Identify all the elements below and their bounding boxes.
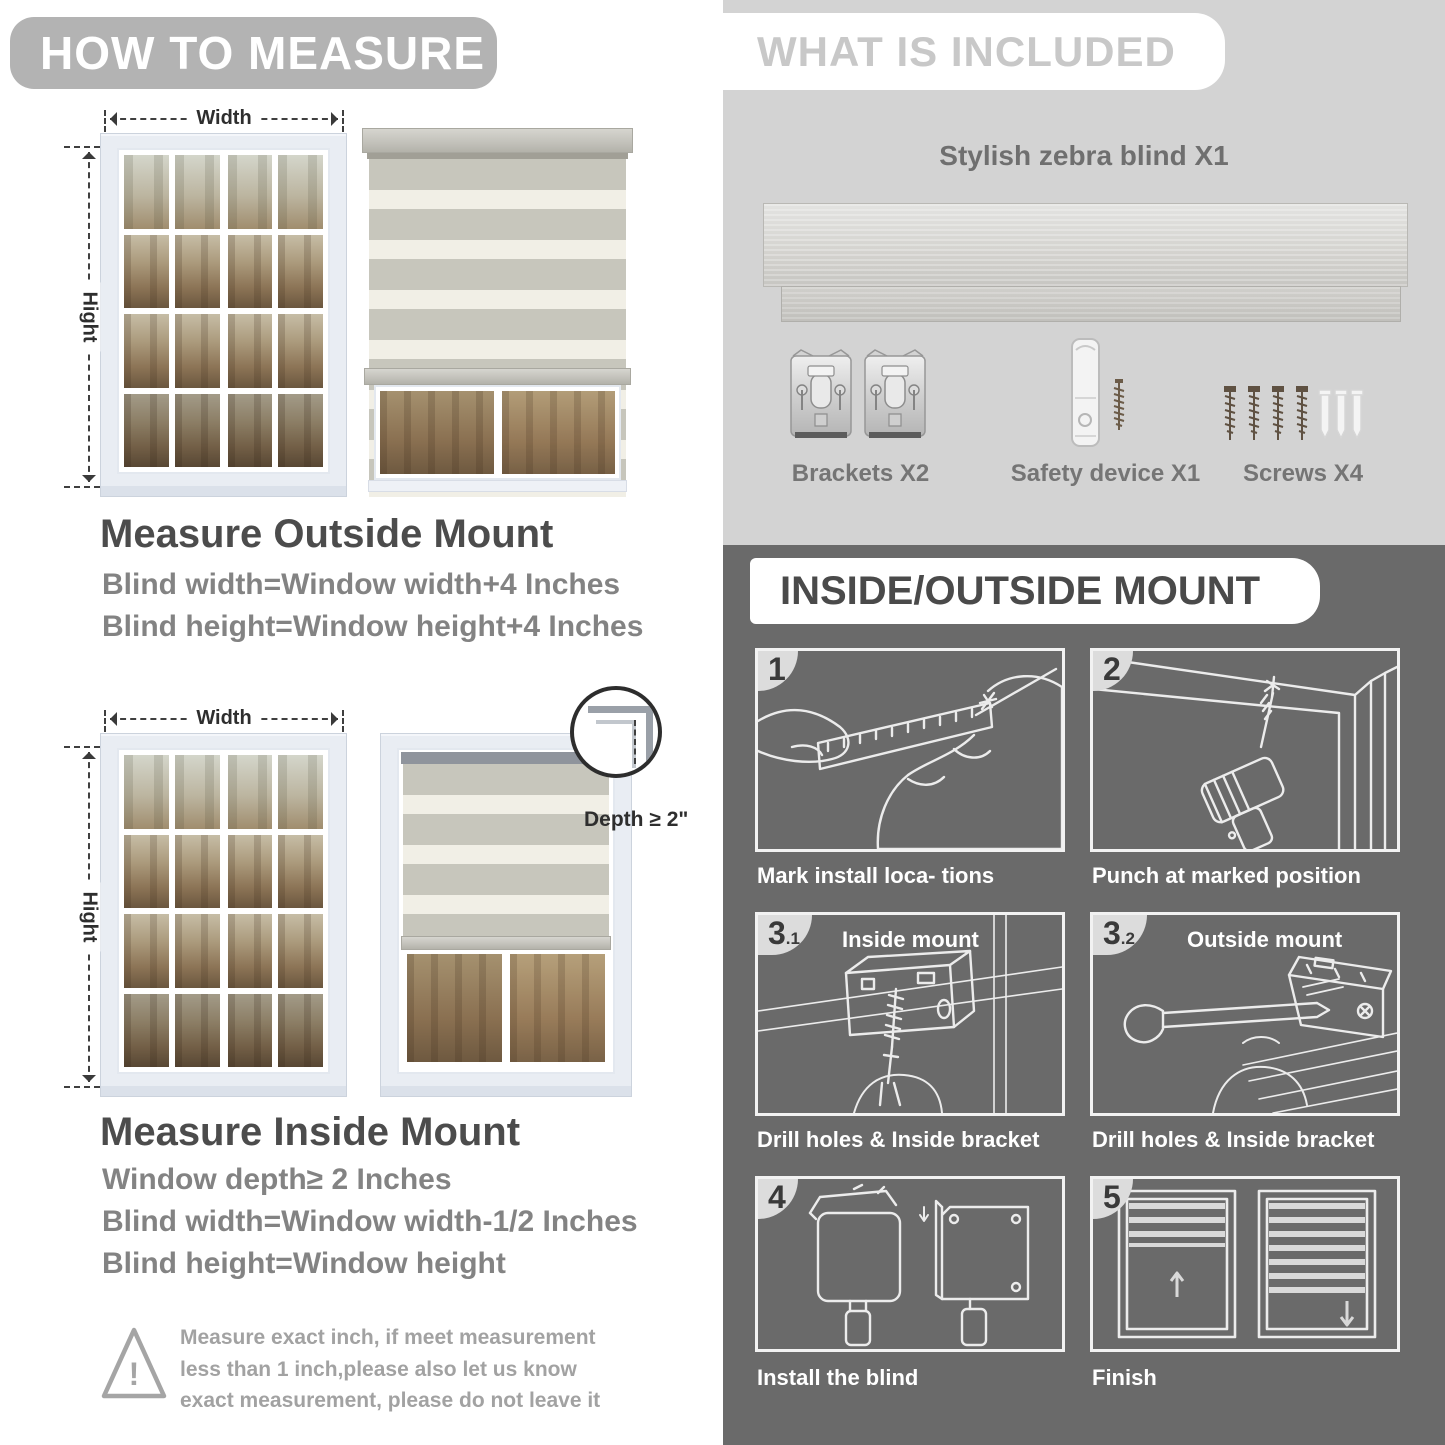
screws-image [1223,386,1373,444]
width-dimension-inside [104,707,344,729]
window-pane [228,914,273,988]
inside-outside-mount-panel [723,545,1445,1445]
zebra-blind-outside [362,128,633,492]
window-pane [228,235,273,309]
window-pane [124,994,169,1068]
step-title-inside-mount: Inside mount [842,927,979,952]
depth-magnifier-icon [570,686,662,778]
height-label: Hight [78,882,101,951]
blind-bottomrail [401,936,611,950]
what-is-included-header [723,13,1225,90]
outside-formula-2: Blind height=Window height+4 Inches [102,610,644,643]
window-pane [228,994,273,1068]
safety-device-image [1066,336,1106,450]
what-is-included-title: WHAT IS INCLUDED [757,27,1176,75]
step-badge: 1 [758,651,798,691]
window-pane [228,755,273,829]
window-illustration-outside [100,133,347,497]
window-pane [228,835,273,909]
what-is-included-panel [723,0,1445,545]
outside-mount-title: Measure Outside Mount [100,512,554,556]
window-pane [278,314,323,388]
safety-screw-image [1111,378,1127,436]
height-dimension-outside [78,146,101,488]
warning-text: Measure exact inch, if meet measurement less than 1 inch,please also let us know exact measurement, please do not leave it [180,1326,601,1412]
warning-icon [98,1322,170,1406]
inside-formula-3: Blind height=Window height [102,1247,506,1280]
step-panel-3-1 [755,912,1065,1116]
window-pane [175,755,220,829]
how-to-measure-header [10,17,497,89]
step-panel-4 [755,1176,1065,1352]
blind-product-valance [781,286,1401,322]
window-pane [278,755,323,829]
window-pane [278,914,323,988]
window-pane [278,994,323,1068]
inside-formula-2: Blind width=Window width-1/2 Inches [102,1205,638,1238]
window-pane [124,235,169,309]
window-sashes [117,748,330,1074]
height-label: Hight [78,282,101,351]
step-caption-2: Punch at marked position [1092,863,1361,888]
item-label-screws: Screws X4 [1242,460,1364,487]
inside-mount-title: Measure Inside Mount [100,1110,521,1154]
window-pane [124,314,169,388]
step-caption-3-2: Drill holes & Inside bracket [1092,1127,1375,1152]
window-pane [278,394,323,468]
window-illustration-inside [100,733,347,1097]
window-pane [228,314,273,388]
window-pane [228,155,273,229]
zebra-blind-inside-window [380,733,632,1097]
width-dimension-outside [104,107,344,129]
depth-label: Depth ≥ 2" [584,808,689,831]
step-badge: 2 [1093,651,1133,691]
window-pane [278,835,323,909]
window-pane [175,155,220,229]
step-panel-3-2 [1090,912,1400,1116]
window-pane [124,835,169,909]
item-label-safety: Safety device X1 [1010,460,1201,487]
window-pane [175,914,220,988]
window-pane [278,155,323,229]
step-badge: 5 [1093,1179,1133,1219]
window-sashes [117,148,330,474]
blind-product-image [763,203,1408,287]
blind-fabric [403,764,609,936]
inside-outside-mount-title: INSIDE/OUTSIDE MOUNT [780,568,1261,613]
window-pane [175,235,220,309]
window-pane [175,394,220,468]
inside-formula-1: Window depth≥ 2 Inches [102,1163,452,1196]
step-badge: 4 [758,1179,798,1219]
step-panel-1 [755,648,1065,852]
step-title-outside-mount: Outside mount [1187,927,1343,952]
step-badge: 3 .2 [1093,915,1147,955]
step-panel-2 [1090,648,1400,852]
width-label: Width [187,107,260,130]
step-badge: 3 .1 [758,915,812,955]
window-pane [124,394,169,468]
window-pane [124,155,169,229]
window-pane [175,994,220,1068]
window-pane [124,755,169,829]
bracket-image [787,348,855,446]
how-to-measure-title: HOW TO MEASURE [40,27,486,79]
step-panel-5 [1090,1176,1400,1352]
warning-exclamation: ! [128,1356,140,1392]
window-pane [124,914,169,988]
step-caption-4: Install the blind [757,1365,919,1390]
outside-formula-1: Blind width=Window width+4 Inches [102,568,621,601]
product-label: Stylish zebra blind X1 [939,140,1229,171]
window-pane [228,394,273,468]
width-label: Width [187,707,260,730]
step-caption-5: Finish [1092,1365,1157,1390]
item-label-brackets: Brackets X2 [791,460,930,487]
bracket-image [861,348,929,446]
window-under-blind [374,385,621,480]
window-pane [278,235,323,309]
step-caption-1: Mark install loca- tions [757,863,995,888]
window-under-blind [403,950,609,1066]
inside-outside-mount-header [750,558,1320,624]
blind-headrail [362,128,633,153]
height-dimension-inside [78,746,101,1088]
window-pane [175,314,220,388]
window-pane [175,835,220,909]
blind-bottomrail [364,368,631,385]
step-caption-3-1: Drill holes & Inside bracket [757,1127,1040,1152]
